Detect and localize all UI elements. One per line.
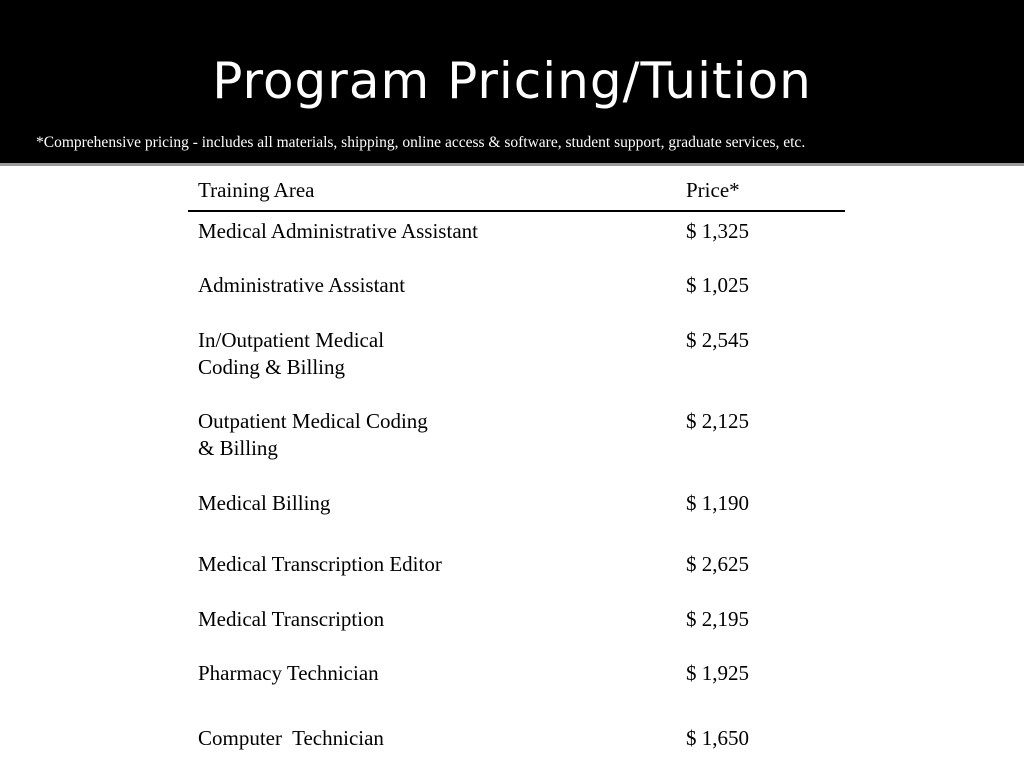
pricing-footnote: *Comprehensive pricing - includes all materials, shipping, online access & software, student support, graduate services, etc. — [36, 134, 806, 151]
row-3-training-area-line-1: In/Outpatient Medical — [198, 328, 385, 352]
row-5-training-area: Medical Billing — [198, 491, 331, 515]
row-1-price: $ 1,325 — [686, 219, 749, 243]
column-header-training-area: Training Area — [198, 178, 315, 202]
row-4-price: $ 2,125 — [686, 409, 749, 433]
row-8-price: $ 1,925 — [686, 661, 749, 685]
row-9-price: $ 1,650 — [686, 726, 749, 750]
row-5-price: $ 1,190 — [686, 491, 749, 515]
slide-title: Program Pricing/Tuition — [212, 52, 812, 110]
row-8-training-area: Pharmacy Technician — [198, 661, 379, 685]
table-header-rule — [188, 210, 845, 212]
row-2-training-area: Administrative Assistant — [198, 273, 406, 297]
row-4-training-area-line-2: & Billing — [198, 436, 278, 460]
row-3-price: $ 2,545 — [686, 328, 749, 352]
pricing-table — [0, 166, 1024, 768]
row-4-training-area-line-1: Outpatient Medical Coding — [198, 409, 428, 433]
row-7-price: $ 2,195 — [686, 607, 749, 631]
column-header-price: Price* — [686, 178, 740, 202]
row-3-training-area-line-2: Coding & Billing — [198, 355, 346, 379]
row-2-price: $ 1,025 — [686, 273, 749, 297]
row-6-training-area: Medical Transcription Editor — [198, 552, 442, 576]
row-6-price: $ 2,625 — [686, 552, 749, 576]
row-7-training-area: Medical Transcription — [198, 607, 385, 631]
row-9-training-area: Computer Technician — [198, 726, 384, 750]
row-1-training-area: Medical Administrative Assistant — [198, 219, 478, 243]
